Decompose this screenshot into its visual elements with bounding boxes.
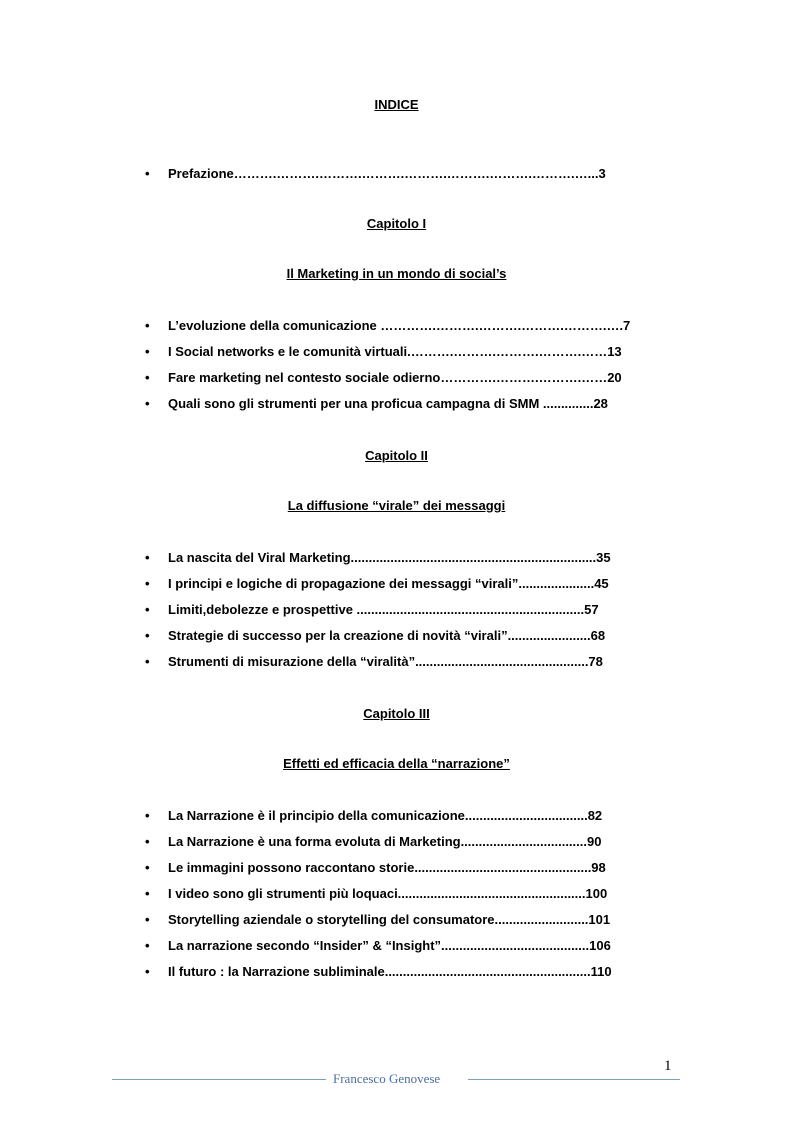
- chapter-2-subtitle: La diffusione “virale” dei messaggi: [287, 498, 506, 513]
- bullet: •: [145, 834, 150, 849]
- bullet: •: [145, 318, 150, 333]
- toc-entry-text: Prefazione……….……….……….……….……….……….……….……….…...3: [168, 166, 606, 181]
- toc-entry-text: Il futuro : la Narrazione subliminale.........................................................110: [168, 964, 612, 979]
- toc-entry-text: La narrazione secondo “Insider” & “Insight”.........................................106: [168, 938, 611, 953]
- bullet: •: [145, 886, 150, 901]
- toc-entry-text: I Social networks e le comunità virtuali.……….……….……….……….……13: [168, 344, 622, 359]
- toc-entry-text: Fare marketing nel contesto sociale odierno………….……….……….……20: [168, 370, 622, 385]
- toc-entry-text: La nascita del Viral Marketing....................................................................35: [168, 550, 611, 565]
- bullet: •: [145, 602, 150, 617]
- toc-entry-text: Quali sono gli strumenti per una proficua campagna di SMM ..............28: [168, 396, 608, 411]
- bullet: •: [145, 370, 150, 385]
- toc-entry-text: Strumenti di misurazione della “viralità”................................................78: [168, 654, 603, 669]
- bullet: •: [145, 964, 150, 979]
- bullet: •: [145, 808, 150, 823]
- page-number: 1: [664, 1058, 672, 1074]
- bullet: •: [145, 396, 150, 411]
- bullet: •: [145, 576, 150, 591]
- footer-rule-left: [112, 1079, 326, 1080]
- bullet: •: [145, 166, 150, 181]
- chapter-3-subtitle: Effetti ed efficacia della “narrazione”: [283, 756, 510, 771]
- bullet: •: [145, 550, 150, 565]
- toc-entry-text: I principi e logiche di propagazione dei messaggi “virali”.....................45: [168, 576, 609, 591]
- toc-entry-text: La Narrazione è il principio della comunicazione..................................82: [168, 808, 603, 823]
- toc-entry-text: Limiti,debolezze e prospettive ...............................................................57: [168, 602, 599, 617]
- toc-entry-text: I video sono gli strumenti più loquaci....................................................100: [168, 886, 608, 901]
- chapter-2-label: Capitolo II: [365, 448, 428, 463]
- bullet: •: [145, 938, 150, 953]
- toc-entry-text: Storytelling aziendale o storytelling del consumatore..........................101: [168, 912, 611, 927]
- footer-author: Francesco Genovese: [333, 1071, 441, 1086]
- toc-entry-text: Le immagini possono raccontano storie.................................................98: [168, 860, 606, 875]
- bullet: •: [145, 860, 150, 875]
- bullet: •: [145, 628, 150, 643]
- chapter-1-label: Capitolo I: [366, 216, 427, 231]
- chapter-1-subtitle: Il Marketing in un mondo di social’s: [286, 266, 507, 281]
- toc-entry-text: L’evoluzione della comunicazione ………….……….……….……….……….….7: [168, 318, 631, 333]
- toc-entry-text: Strategie di successo per la creazione di novità “virali”.......................68: [168, 628, 606, 643]
- page-title: INDICE: [374, 97, 419, 112]
- footer-rule-right: [468, 1079, 680, 1080]
- bullet: •: [145, 654, 150, 669]
- bullet: •: [145, 912, 150, 927]
- bullet: •: [145, 344, 150, 359]
- toc-entry-text: La Narrazione è una forma evoluta di Marketing...................................90: [168, 834, 602, 849]
- chapter-3-label: Capitolo III: [363, 706, 430, 721]
